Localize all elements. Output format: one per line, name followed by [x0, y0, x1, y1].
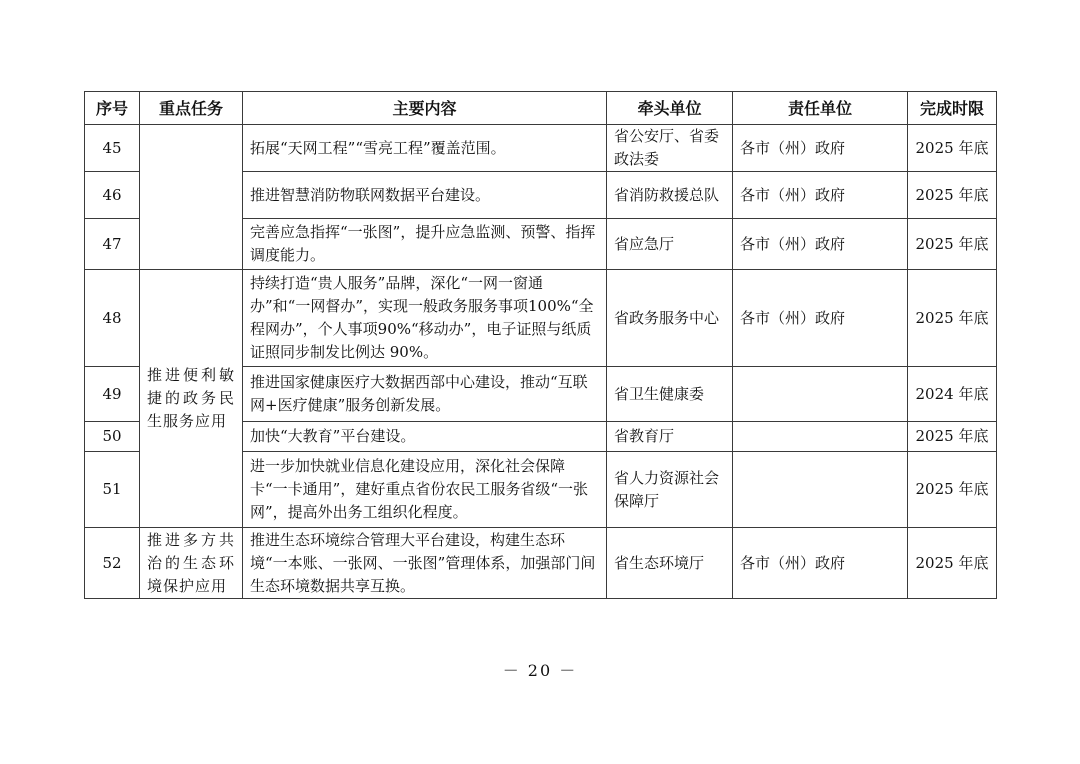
row-deadline: 2024 年底	[908, 367, 997, 422]
row-responsible-unit: 各市（州）政府	[733, 172, 908, 219]
row-deadline: 2025 年底	[908, 270, 997, 367]
row-content: 拓展“天网工程”“雪亮工程”覆盖范围。	[243, 125, 607, 172]
header-deadline: 完成时限	[908, 92, 997, 125]
row-content: 加快“大教育”平台建设。	[243, 422, 607, 452]
row-lead-unit: 省政务服务中心	[607, 270, 733, 367]
page-number: － 20 －	[502, 661, 578, 680]
row-deadline: 2025 年底	[908, 172, 997, 219]
row-lead-unit: 省卫生健康委	[607, 367, 733, 422]
table-header-row	[85, 92, 997, 125]
header-seq: 序号	[85, 92, 140, 125]
row-content: 进一步加快就业信息化建设应用，深化社会保障卡“一卡通用”，建好重点省份农民工服务省级“一张网”，提高外出务工组织化程度。	[243, 452, 607, 528]
row-number: 47	[85, 219, 140, 270]
row-content: 推进智慧消防物联网数据平台建设。	[243, 172, 607, 219]
row-lead-unit: 省人力资源社会保障厅	[607, 452, 733, 528]
row-responsible-unit: 各市（州）政府	[733, 528, 908, 599]
row-content: 完善应急指挥“一张图”，提升应急监测、预警、指挥调度能力。	[243, 219, 607, 270]
row-responsible-unit	[733, 367, 908, 422]
task-cell-empty	[140, 125, 243, 270]
row-number: 52	[85, 528, 140, 599]
row-content: 推进国家健康医疗大数据西部中心建设，推动“互联网+医疗健康”服务创新发展。	[243, 367, 607, 422]
row-deadline: 2025 年底	[908, 528, 997, 599]
row-deadline: 2025 年底	[908, 219, 997, 270]
table-row	[85, 528, 997, 599]
task-table	[84, 91, 997, 599]
table-row	[85, 125, 997, 172]
row-number: 45	[85, 125, 140, 172]
row-deadline: 2025 年底	[908, 422, 997, 452]
row-lead-unit: 省公安厅、省委政法委	[607, 125, 733, 172]
row-deadline: 2025 年底	[908, 125, 997, 172]
header-responsible-unit: 责任单位	[733, 92, 908, 125]
row-responsible-unit: 各市（州）政府	[733, 270, 908, 367]
row-lead-unit: 省应急厅	[607, 219, 733, 270]
row-responsible-unit	[733, 422, 908, 452]
row-responsible-unit: 各市（州）政府	[733, 219, 908, 270]
row-number: 48	[85, 270, 140, 367]
row-lead-unit: 省生态环境厅	[607, 528, 733, 599]
task-cell-convenient: 推进便利敏捷的政务民生服务应用	[140, 270, 243, 528]
row-content: 持续打造“贵人服务”品牌，深化“一网一窗通办”和“一网督办”，实现一般政务服务事项100%“全程网办”，个人事项90%“移动办”，电子证照与纸质证照同步制发比例达 90%。	[243, 270, 607, 367]
table-row	[85, 270, 997, 367]
row-number: 46	[85, 172, 140, 219]
row-responsible-unit	[733, 452, 908, 528]
header-task: 重点任务	[140, 92, 243, 125]
row-lead-unit: 省教育厅	[607, 422, 733, 452]
row-lead-unit: 省消防救援总队	[607, 172, 733, 219]
row-content: 推进生态环境综合管理大平台建设，构建生态环境“一本账、一张网、一张图”管理体系，加强部门间生态环境数据共享互换。	[243, 528, 607, 599]
header-lead-unit: 牵头单位	[607, 92, 733, 125]
task-cell-eco: 推进多方共治的生态环境保护应用	[140, 528, 243, 599]
row-number: 50	[85, 422, 140, 452]
header-content: 主要内容	[243, 92, 607, 125]
row-responsible-unit: 各市（州）政府	[733, 125, 908, 172]
row-number: 51	[85, 452, 140, 528]
row-number: 49	[85, 367, 140, 422]
row-deadline: 2025 年底	[908, 452, 997, 528]
